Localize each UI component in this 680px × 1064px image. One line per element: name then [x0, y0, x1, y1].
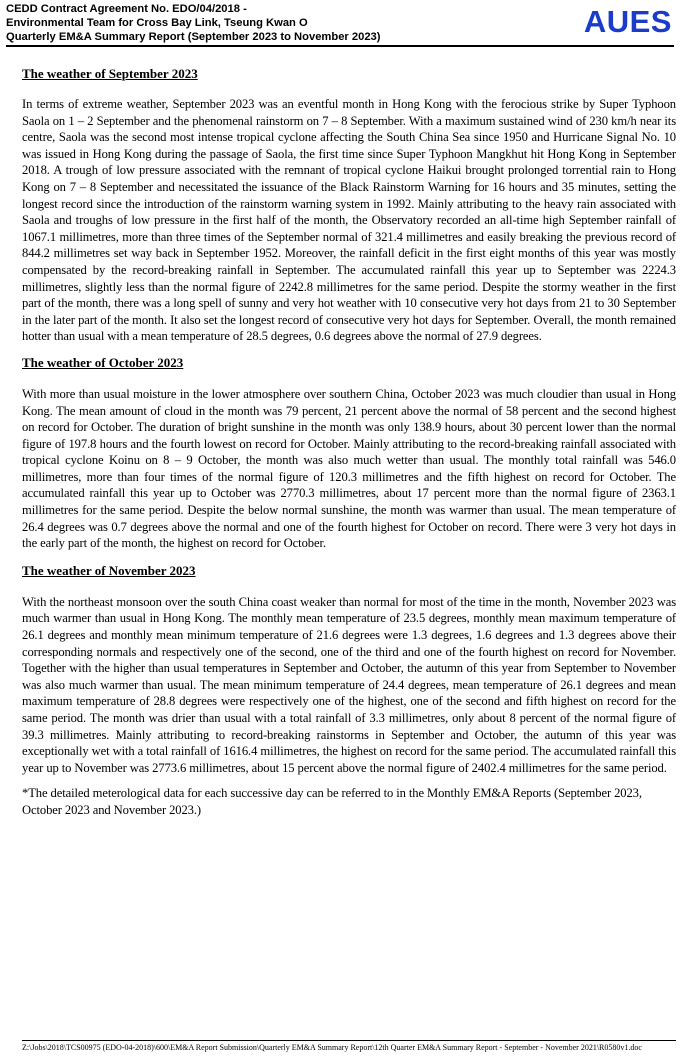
header-divider	[6, 45, 674, 47]
header-text-block	[6, 2, 381, 44]
aues-logo: AUES	[583, 4, 672, 39]
data-reference-note: *The detailed meterological data for each successive day can be referred to in the Monthly EM&A Reports (September 2023, October 2023 and November 2023.)	[22, 786, 642, 817]
october-paragraph: With more than usual moisture in the lower atmosphere over southern China, October 2023 was much cloudier than usual in Hong Kong. The mean amount of cloud in the month was 79 percent, 21 percent above the normal of 58 percent and the second highest on record for October. The duration of bright sunshine in the month was only 138.9 hours, about 30 percent lower than the normal figure of 197.8 hours and the fourth lowest on record for October. Mainly attributing to the record-breaking rainfall associated with tropical cyclone Koinu on 8 – 9 October, the month was also much wetter than usual. The monthly total rainfall was 546.0 millimetres, more than four times of the normal figure of 120.3 millimetres and the fifth highest on record for October. The accumulated rainfall this year up to October was 2770.3 millimetres, about 17 percent more than the normal figure of 2363.1 millimetres for the same period. Despite the below normal sunshine, the month was warmer than usual. The mean temperature of 26.4 degrees was 0.7 degrees above the normal and one of the fourth highest for October on record. There were 3 very hot days in the early part of the month, the highest on record for October.	[22, 386, 676, 551]
footer-divider	[22, 1040, 676, 1041]
file-path-footer: Z:\Jobs\2018\TCS00975 (EDO-04-2018)\600\EM&A Report Submission\Quarterly EM&A Summary Report\12th Quarter EM&A Summary Report - September - November 2021\R0580v1.doc	[22, 1043, 642, 1052]
header-contract-line: CEDD Contract Agreement No. EDO/04/2018 -	[6, 3, 247, 15]
header-team-line: Environmental Team for Cross Bay Link, Tseung Kwan O	[6, 17, 308, 29]
october-heading: The weather of October 2023	[22, 354, 184, 370]
document-body	[22, 60, 676, 819]
september-paragraph: In terms of extreme weather, September 2023 was an eventful month in Hong Kong with the ferocious strike by Super Typhoon Saola on 1 – 2 September and the phenomenal rainstorm on 7 – 8 September. With a maximum sustained wind of 230 km/h near its centre, Saola was the second most intense tropical cyclone affecting the South China Sea since 1950 and Hurricane Signal No. 10 was issued in Hong Kong during the passage of Saola, the first time since Super Typhoon Mangkhut hit Hong Kong in September 2018. A trough of low pressure associated with the remnant of tropical cyclone Haikui brought prolonged torrential rain to Hong Kong on 7 – 8 September and necessitated the issuance of the Black Rainstorm Warning for 16 hours and 35 minutes, setting the longest record since the introduction of the rainstorm warning system in 1992. Mainly attributing to the heavy rain associated with Saola and troughs of low pressure in the first half of the month, the Observatory recorded an all-time high September rainfall of 1067.1 millimetres, more than three times of the September normal of 321.4 millimetres and easily breaking the previous record of 844.2 millimetres set way back in September 1952. Moreover, the rainfall deficit in the first eight months of this year was mostly compensated by the record-breaking rainfall in September. The accumulated rainfall this year up to September was 2224.3 millimetres, slightly less than the normal figure of 2242.8 millimetres for the same period. Despite the stormy weather in the first part of the month, there was a long spell of sunny and very hot weather with 10 consecutive very hot days from 21 to 30 September in the later part of the month. It also set the longest record of consecutive very hot days for September. Overall, the month remained hotter than usual with a mean temperature of 28.5 degrees, 0.6 degrees above the normal of 27.9 degrees.	[22, 97, 676, 344]
header-report-line: Quarterly EM&A Summary Report (September 2023 to November 2023)	[6, 31, 381, 43]
november-heading: The weather of November 2023	[22, 562, 196, 578]
september-heading: The weather of September 2023	[22, 66, 198, 81]
november-paragraph: With the northeast monsoon over the south China coast weaker than normal for most of the time in the month, November 2023 was much warmer than usual in Hong Kong. The monthly mean temperature of 23.5 degrees, monthly mean maximum temperature of 26.1 degrees and monthly mean minimum temperature of 21.6 degrees were 1.3 degrees, 1.6 degrees and 1.3 degrees above their corresponding normals and respectively one of the second, one of the third and one of the fourth highest on record for November. Together with the higher than usual temperatures in September and October, the autumn of this year from September to November was also much warmer than usual. The mean minimum temperature of 24.4 degrees, mean temperature of 26.1 degrees and mean maximum temperature of 28.8 degrees were respectively one of the highest, one of the second and fifth highest on record for the same period. The month was drier than usual with a total rainfall of 3.3 millimetres, only about 8 percent of the normal figure of 39.3 millimetres. Mainly attributing to record-breaking rainstorms in September and October, the autumn of this year was exceptionally wet with a total rainfall of 1616.4 millimetres, the highest on record for the same period. The accumulated rainfall this year up to November was 2773.6 millimetres, about 15 percent above the normal figure of 2402.4 millimetres for the same period.	[22, 594, 676, 775]
page-header	[6, 2, 674, 46]
